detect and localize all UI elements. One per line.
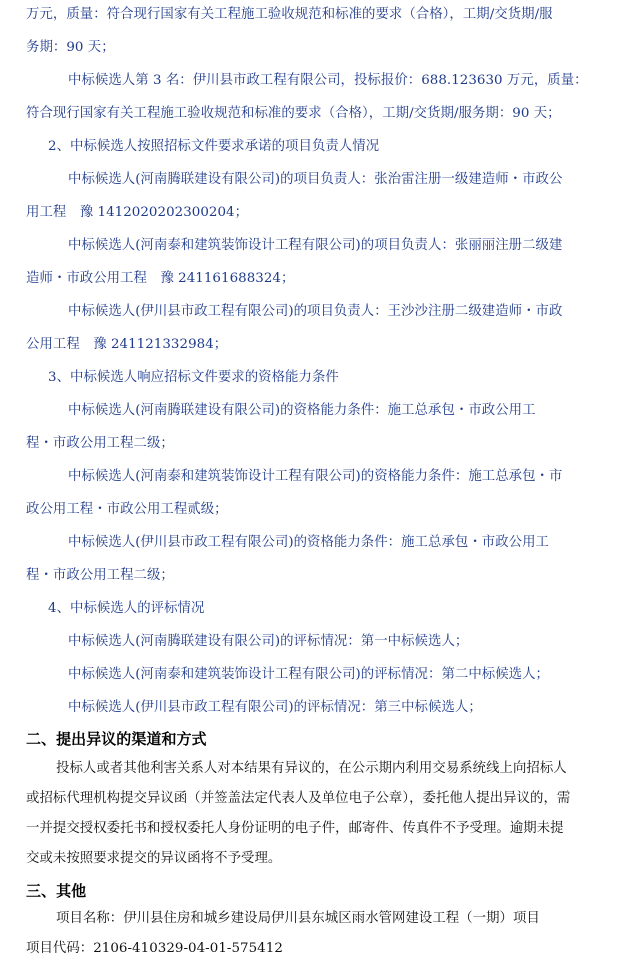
text-line: 中标候选人(伊川县市政工程有限公司)的项目负责人：王沙沙注册二级建造师・市政 (68, 304, 563, 319)
text-line: 程・市政公用工程二级； (26, 436, 174, 451)
text-line: 中标候选人(伊川县市政工程有限公司)的资格能力条件：施工总承包・市政公用工 (68, 535, 549, 550)
section-heading-objection: 二、提出异议的渠道和方式 (26, 730, 207, 748)
text-line: 中标候选人(河南腾联建设有限公司)的评标情况：第一中标候选人； (68, 634, 469, 649)
text-line: 投标人或者其他利害关系人对本结果有异议的，在公示期内利用交易系统线上向招标人 (56, 761, 567, 776)
text-line: 符合现行国家有关工程施工验收规范和标准的要求（合格），工期/交货期/服务期：90 天； (26, 106, 561, 121)
text-line: 公用工程 豫 241121332984； (26, 337, 228, 352)
text-line: 中标候选人(河南泰和建筑装饰设计工程有限公司)的评标情况：第二中标候选人； (68, 667, 549, 682)
text-line: 用工程 豫 1412020202300204； (26, 205, 249, 220)
text-line: 政公用工程・市政公用工程贰级； (26, 502, 228, 517)
text-line: 中标候选人(河南腾联建设有限公司)的项目负责人：张治雷注册一级建造师・市政公 (68, 172, 563, 187)
text-line: 中标候选人(河南泰和建筑装饰设计工程有限公司)的项目负责人：张丽丽注册二级建 (68, 238, 563, 253)
subsection-title: 2、中标候选人按照招标文件要求承诺的项目负责人情况 (48, 139, 380, 154)
text-line: 中标候选人(河南腾联建设有限公司)的资格能力条件：施工总承包・市政公用工 (68, 403, 536, 418)
text-line: 务期：90 天； (26, 40, 115, 55)
text-line: 中标候选人第 3 名：伊川县市政工程有限公司，投标报价：688.123630 万元，质量： (68, 73, 588, 88)
text-line: 万元，质量：符合现行国家有关工程施工验收规范和标准的要求（合格），工期/交货期/服 (26, 7, 553, 22)
text-line: 中标候选人(伊川县市政工程有限公司)的评标情况：第三中标候选人； (68, 700, 482, 715)
text-line: 造师・市政公用工程 豫 241161688324； (26, 271, 295, 286)
text-line: 一并提交授权委托书和授权委托人身份证明的电子件，邮寄件、传真件不予受理。逾期未提 (26, 821, 564, 836)
text-line: 或招标代理机构提交异议函（并签盖法定代表人及单位电子公章），委托他人提出异议的，需 (26, 791, 571, 806)
subsection-title: 3、中标候选人响应招标文件要求的资格能力条件 (48, 370, 339, 385)
subsection-title: 4、中标候选人的评标情况 (48, 601, 205, 616)
text-line: 交或未按照要求提交的异议函将不予受理。 (26, 851, 282, 866)
project-code-line: 项目代码：2106-410329-04-01-575412 (26, 941, 283, 956)
text-line: 中标候选人(河南泰和建筑装饰设计工程有限公司)的资格能力条件：施工总承包・市 (68, 469, 563, 484)
text-line: 程・市政公用工程二级； (26, 568, 174, 583)
section-heading-other: 三、其他 (26, 882, 87, 900)
project-name-line: 项目名称：伊川县住房和城乡建设局伊川县东城区雨水管网建设工程（一期）项目 (56, 911, 540, 926)
